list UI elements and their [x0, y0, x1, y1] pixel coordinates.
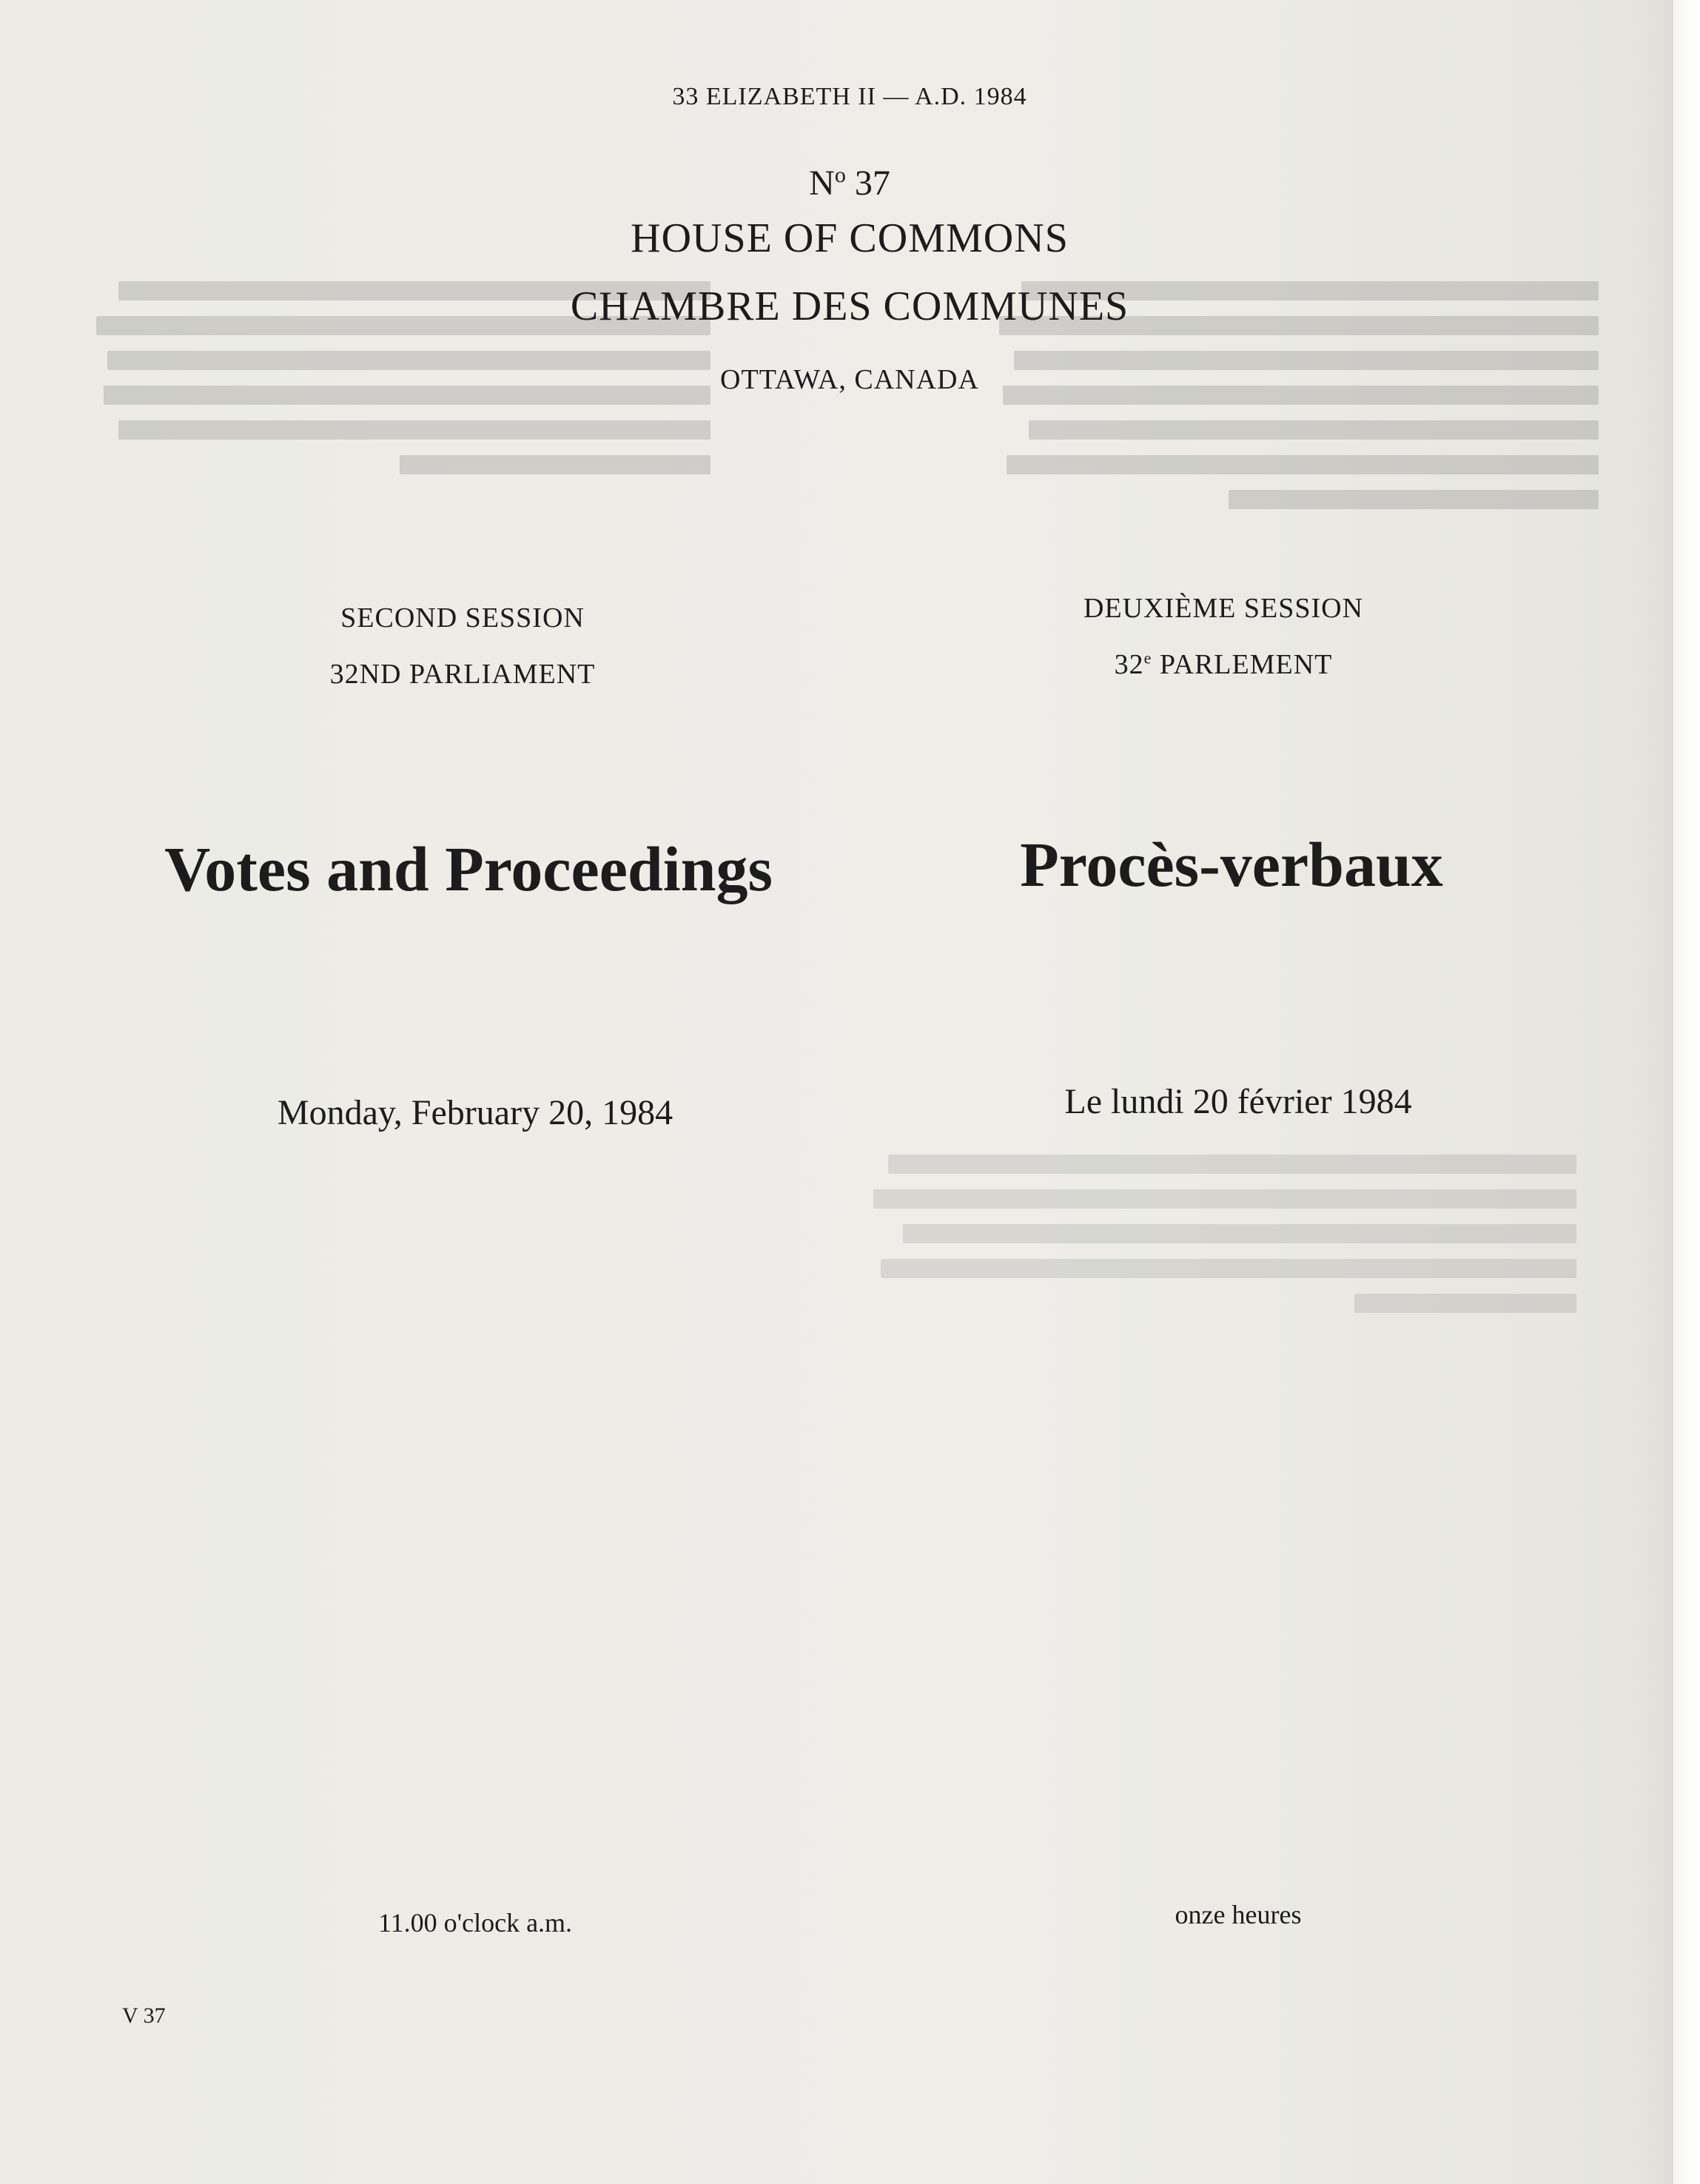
issue-number — [809, 163, 890, 204]
house-name-french: CHAMBRE DES COMMUNES — [570, 283, 1129, 329]
title-english: Votes and Proceedings — [164, 833, 773, 904]
location: OTTAWA, CANADA — [720, 364, 979, 395]
issue-number-value: 37 — [845, 164, 890, 203]
regnal-year-header: 33 ELIZABETH II — A.D. 1984 — [672, 83, 1027, 110]
page-edge — [1673, 0, 1700, 2184]
date-french: Le lundi 20 février 1984 — [1064, 1082, 1412, 1121]
volume-number: V 37 — [122, 2003, 166, 2028]
date-english: Monday, February 20, 1984 — [277, 1093, 673, 1132]
parliament-french-label: PARLEMENT — [1152, 649, 1333, 680]
session-french: DEUXIÈME SESSION — [1083, 593, 1364, 624]
issue-number-prefix: N — [809, 164, 835, 203]
issue-number-sup: o — [834, 163, 846, 187]
parliament-french — [1115, 648, 1333, 681]
parliament-english: 32ND PARLIAMENT — [329, 659, 596, 690]
parliament-french-number: 32 — [1114, 649, 1144, 680]
parliament-french-sup: e — [1143, 648, 1152, 668]
sitting-time-english: 11.00 o'clock a.m. — [377, 1908, 573, 1938]
sitting-time-french: onze heures — [1175, 1900, 1302, 1929]
title-french: Procès-verbaux — [1020, 829, 1443, 900]
house-name-english: HOUSE OF COMMONS — [631, 215, 1069, 261]
session-english: SECOND SESSION — [340, 602, 585, 634]
bleed-through-texture-mid — [866, 1155, 1576, 1328]
